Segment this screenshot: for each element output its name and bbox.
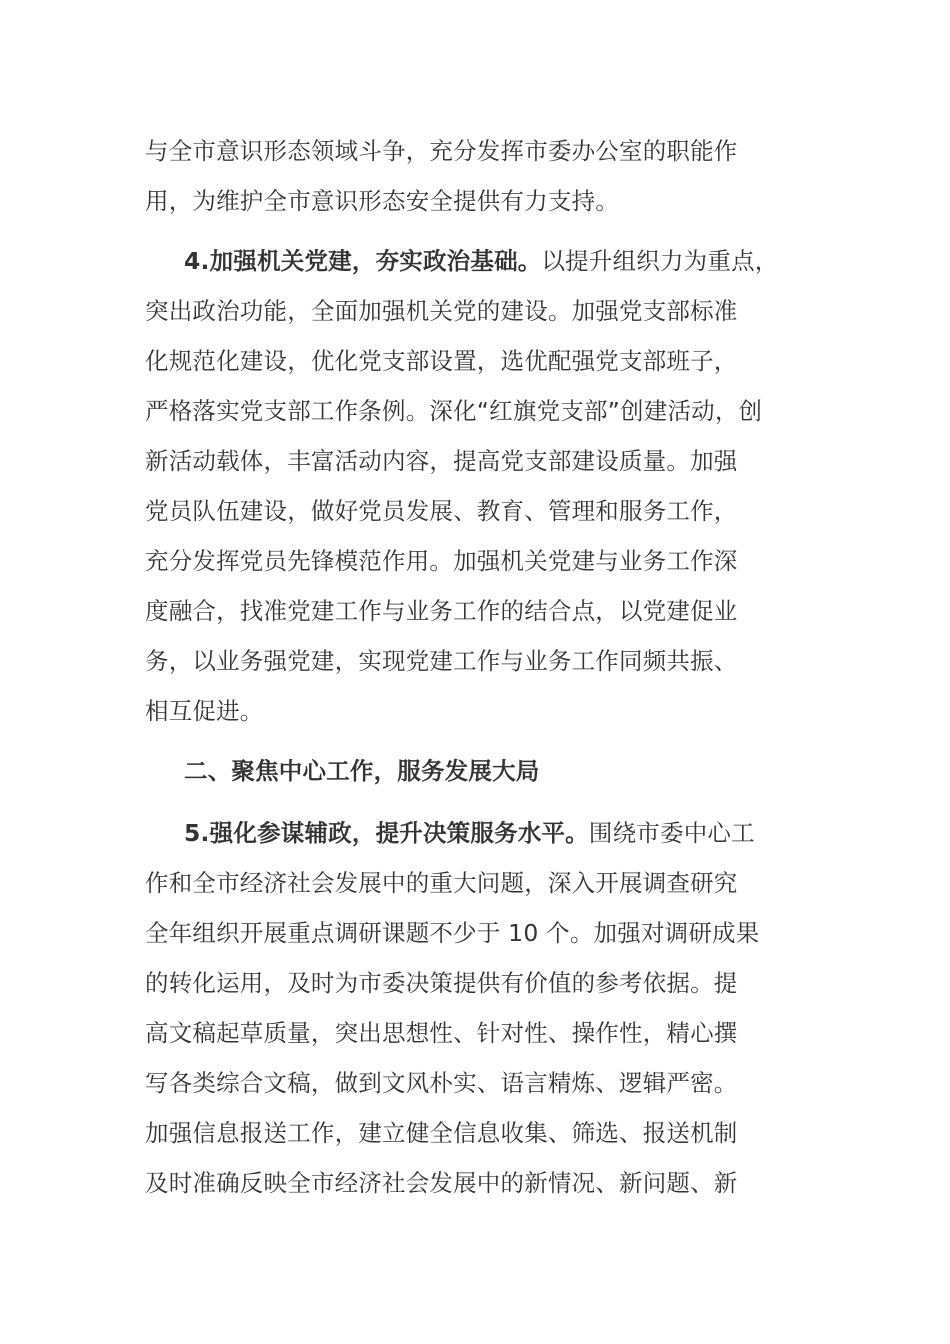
text-line: 化规范化建设，优化党支部设置，选优配强党支部班子， — [145, 347, 738, 375]
text-line: 的转化运用，及时为市委决策提供有价值的参考依据。提 — [145, 969, 738, 997]
paragraph-first-line-rest: 以提升组织力为重点， — [541, 247, 779, 275]
text-line: 度融合，找准党建工作与业务工作的结合点，以党建促业 — [145, 597, 738, 625]
text-line: 新活动载体，丰富活动内容，提高党支部建设质量。加强 — [145, 447, 738, 475]
text-line: 作和全市经济社会发展中的重大问题，深入开展调查研究 — [145, 869, 738, 897]
paragraph-first-line-rest: 围绕市委中心工 — [588, 819, 755, 847]
section-heading-block — [145, 746, 835, 796]
paragraph-continuation — [145, 126, 835, 226]
section-heading: 二、聚焦中心工作，服务发展大局 — [184, 757, 540, 785]
text-line: 充分发挥党员先锋模范作用。加强机关党建与业务工作深 — [145, 547, 738, 575]
text-line: 严格落实党支部工作条例。深化“红旗党支部”创建活动，创 — [145, 397, 763, 425]
paragraph-first-line — [145, 808, 835, 858]
text-line: 加强信息报送工作，建立健全信息收集、筛选、报送机制 — [145, 1119, 738, 1147]
text-line: 及时准确反映全市经济社会发展中的新情况、新问题、新 — [145, 1169, 738, 1197]
text-line: 用，为维护全市意识形态安全提供有力支持。 — [145, 187, 619, 215]
text-line: 全年组织开展重点调研课题不少于 10 个。加强对调研成果 — [145, 919, 760, 947]
text-line: 高文稿起草质量，突出思想性、针对性、操作性，精心撰 — [145, 1019, 738, 1047]
text-line: 突出政治功能，全面加强机关党的建设。加强党支部标准 — [145, 297, 738, 325]
paragraph-first-line — [145, 236, 835, 286]
paragraph-decision-service — [145, 808, 835, 1208]
text-line: 写各类综合文稿，做到文风朴实、语言精炼、逻辑严密。 — [145, 1069, 738, 1097]
text-line: 务，以业务强党建，实现党建工作与业务工作同频共振、 — [145, 647, 738, 675]
paragraph-party-building — [145, 236, 835, 736]
text-line: 与全市意识形态领域斗争，充分发挥市委办公室的职能作 — [145, 137, 738, 165]
paragraph-bold-lead: 5.强化参谋辅政，提升决策服务水平。 — [184, 819, 589, 847]
paragraph-bold-lead: 4.加强机关党建，夯实政治基础。 — [184, 247, 542, 275]
text-line: 相互促进。 — [145, 697, 264, 725]
text-line: 党员队伍建设，做好党员发展、教育、管理和服务工作， — [145, 497, 738, 525]
